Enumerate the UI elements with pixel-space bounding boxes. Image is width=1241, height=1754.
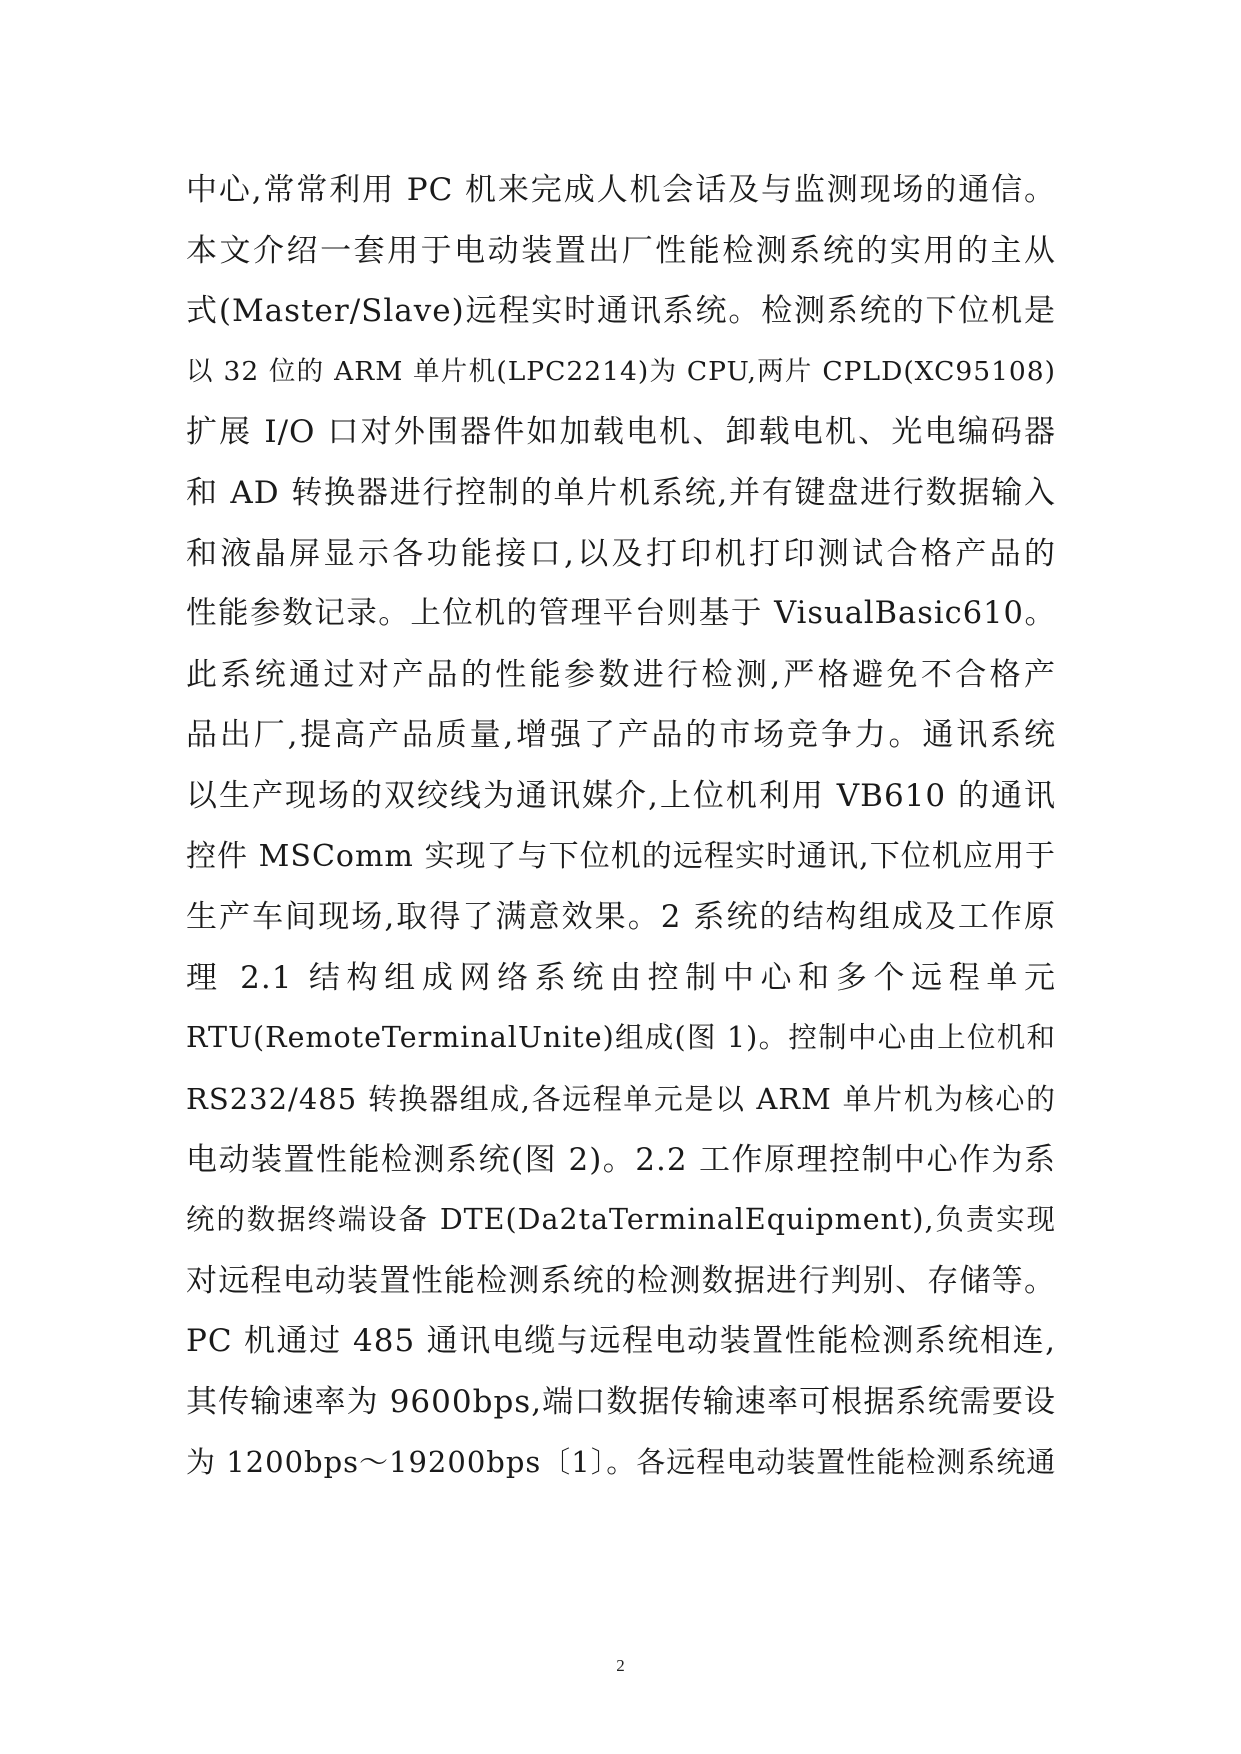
body-text (186, 160, 1056, 1493)
text-line: 以生产现场的双绞线为通讯媒介,上位机利用 VB610 的通讯 (186, 777, 1056, 814)
text-line: RS232/485 转换器组成,各远程单元是以 ARM 单片机为核心的 (186, 1081, 1056, 1116)
text-line: 性能参数记录。上位机的管理平台则基于 VisualBasic610。 (186, 596, 1056, 632)
text-line: 式(Master/Slave)远程实时通讯系统。检测系统的下位机是 (186, 293, 1056, 330)
text-line: PC 机通过 485 通讯电缆与远程电动装置性能检测系统相连, (186, 1323, 1056, 1360)
text-line: RTU(RemoteTerminalUnite)组成(图 1)。控制中心由上位机和 (186, 1021, 1056, 1055)
text-line: 本文介绍一套用于电动装置出厂性能检测系统的实用的主从 (186, 232, 1056, 269)
text-line: 和液晶屏显示各功能接口,以及打印机打印测试合格产品的 (186, 535, 1056, 572)
text-line: 理 2.1 结构组成网络系统由控制中心和多个远程单元 (186, 959, 1056, 996)
text-line: 中心,常常利用 PC 机来完成人机会话及与监测现场的通信。 (186, 172, 1056, 208)
page-number: 2 (616, 1656, 625, 1675)
text-line: 控件 MSComm 实现了与下位机的远程实时通讯,下位机应用于 (186, 838, 1056, 874)
text-line: 此系统通过对产品的性能参数进行检测,严格避免不合格产 (186, 656, 1056, 693)
text-line: 为 1200bps～19200bps〔1〕。各远程电动装置性能检测系统通 (186, 1445, 1057, 1480)
text-line: 其传输速率为 9600bps,端口数据传输速率可根据系统需要设 (186, 1383, 1056, 1420)
text-line: 统的数据终端设备 DTE(Da2taTerminalEquipment),负责实现 (186, 1203, 1056, 1237)
text-line: 对远程电动装置性能检测系统的检测数据进行判别、存储等。 (186, 1262, 1056, 1299)
text-line: 品出厂,提高产品质量,增强了产品的市场竞争力。通讯系统 (186, 717, 1056, 754)
text-line: 生产车间现场,取得了满意效果。2 系统的结构组成及工作原 (186, 899, 1056, 936)
text-line: 扩展 I/O 口对外围器件如加载电机、卸载电机、光电编码器 (186, 414, 1056, 451)
text-line: 以 32 位的 ARM 单片机(LPC2214)为 CPU,两片 CPLD(XC95108) (186, 355, 1056, 387)
text-line: 和 AD 转换器进行控制的单片机系统,并有键盘进行数据输入 (186, 474, 1056, 511)
text-line: 电动装置性能检测系统(图 2)。2.2 工作原理控制中心作为系 (186, 1141, 1056, 1178)
